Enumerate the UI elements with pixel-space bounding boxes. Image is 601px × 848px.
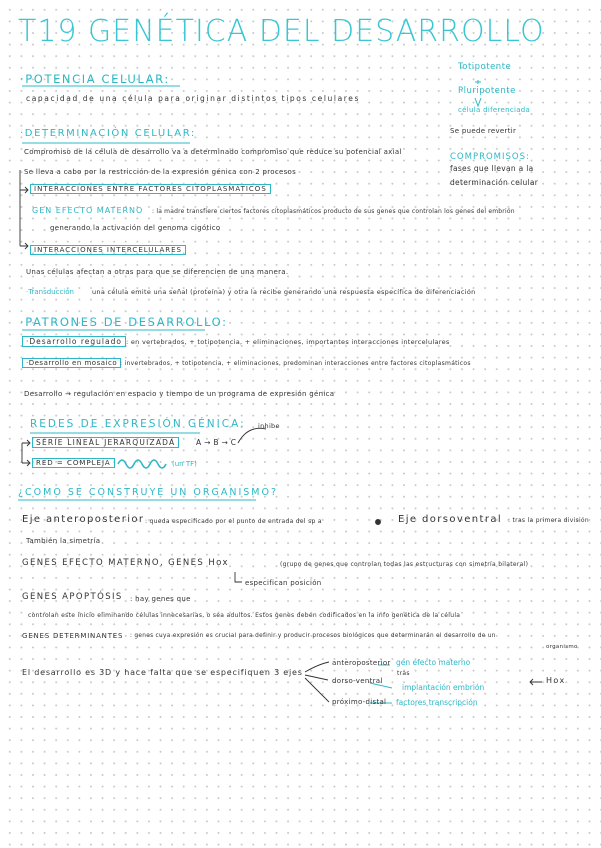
genes-determinantes-label: GENES DETERMINANTES — [22, 632, 124, 640]
compromisos-heading: COMPROMISOS: — [450, 152, 530, 162]
revertir-label: Se puede revertir — [450, 127, 517, 135]
branch-2 — [305, 675, 328, 680]
determinacion-line2: Se lleva a cabo por la restricción de la expresión génica con 2 procesos — [24, 168, 297, 176]
inhibe-label: inhibe — [258, 422, 280, 430]
interacciones-citoplasmaticas-box: INTERACCIONES ENTRE FACTORES CITOPLASMÁTICOS — [30, 184, 271, 194]
patrones-heading: ·PATRONES DE DESARROLLO: — [20, 315, 228, 329]
serie-lineal-box: SERIE LINEAL JERARQUIZADA — [32, 437, 179, 448]
dot-mark — [376, 520, 381, 525]
determinacion-heading: ·DETERMINACIÓN CELULAR: — [20, 128, 196, 139]
down-arrow-1 — [475, 98, 481, 106]
hox-label: Hox — [546, 676, 566, 685]
inhibe-curve — [238, 428, 266, 443]
organismo-heading: ¿COMO SE CONSTRUYE UN ORGANISMO? — [18, 487, 279, 498]
resultado-3: factores transcripción — [396, 698, 478, 707]
transduccion-label: ·Transducción — [26, 288, 74, 296]
eje-dorsoventral-label: Eje dorsoventral — [398, 514, 503, 525]
eje-label-3: próximo-distal — [332, 698, 387, 706]
eje-anteroposterior-text: : queda especificado por el punto de entrada del sp a — [145, 518, 322, 525]
totipotente-label: Totipotente — [458, 62, 512, 72]
desarrollo-3d-line: El desarrollo es 3D y hace falta que se especifiquen 3 ejes — [22, 668, 303, 677]
resultado-1: gen efecto materno — [396, 658, 471, 667]
resultado-2: implantación embrión — [402, 683, 485, 692]
tras-label: tras — [397, 670, 410, 677]
genes-apoptosis-text: : hay genes que — [130, 595, 191, 603]
genes-hox-text: (grupo de genes que controlan todas las estructuras con simetría bilateral) — [280, 561, 529, 568]
genes-apoptosis-label: GENES APOPTÓSIS — [22, 592, 123, 602]
celula-diferenciada-label: célula diferenciada — [458, 106, 531, 114]
redes-arrow-2 — [22, 460, 30, 466]
genes-determinantes-text2: organismo — [546, 644, 578, 650]
branch-1 — [305, 662, 329, 672]
gen-efecto-text2: generando la activación del genoma cigótico — [50, 224, 221, 232]
potencia-text: capacidad de una célula para originar distintos tipos celulares — [26, 94, 361, 103]
tambien-simetria: También la simetría — [26, 537, 101, 545]
desarrollo-mosaico-box: ·Desarrollo en mosaico — [22, 358, 121, 368]
eje-label-2: dorso-ventral — [332, 677, 383, 685]
bracket-arrow-2 — [20, 243, 28, 249]
especificacion-arrow — [235, 572, 242, 582]
potencia-heading: ·POTENCIA CELULAR: — [20, 72, 170, 86]
compromisos-line1: fases que llevan a la — [450, 164, 534, 173]
especificacion-label: especifican posición — [245, 579, 322, 587]
genes-apoptosis-text2: controlan este inicio eliminando células innecesarias, o sea adultos. Estos genes deben codificados en la info genética de la célula — [28, 612, 461, 619]
gen-efecto-text: : la madre transfiere ciertos factores citoplasmáticos producto de sus genes que controlan los genes del embrión — [152, 208, 515, 215]
redes-arrow-1 — [22, 440, 30, 446]
genes-efecto-materno-hox: GENES EFECTO MATERNO, GENES Hox — [22, 558, 229, 568]
eje-label-1: anteroposterior — [332, 659, 391, 667]
desarrollo-regulacion-line: Desarrollo → regulación en espacio y tiempo de un programa de expresión génica — [24, 390, 335, 398]
hox-arrow — [530, 679, 542, 685]
serie-diagram: A → B → C — [196, 438, 237, 447]
transduccion-text: una célula emite una señal (proteína) y otra la recibe generando una respuesta específica de diferenciación — [92, 288, 476, 296]
interacciones-intercelulares-box: INTERACCIONES INTERCELULARES — [30, 245, 186, 255]
branch-3 — [305, 678, 329, 702]
genes-determinantes-text: : genes cuya expresión es crucial para definir y producir procesos biológicos que determinarán el desarrollo de un — [130, 633, 496, 639]
desarrollo-regulado-text: : en vertebrados, + totipotencia, + eliminaciones, importantes interacciones intercelulares — [126, 338, 450, 346]
red-note: (un TF) — [172, 460, 197, 468]
squiggle — [118, 460, 166, 468]
desarrollo-mosaico-text: : invertebrados, + totipotencia, + eliminaciones, predominan interacciones entre factores citoplasmáticos — [120, 360, 471, 367]
interacciones-line: Unas células afectan a otras para que se diferencien de una manera. — [26, 268, 289, 276]
gen-efecto-materno-label: GEN EFECTO MATERNO — [32, 206, 144, 215]
determinacion-line1: Compromiso de la célula de desarrollo va a determinado compromiso que reduce su potencial axial — [24, 148, 402, 156]
bracket-arrow-1 — [20, 187, 28, 193]
pluripotente-label: Pluripotente — [458, 86, 516, 96]
page-title: T19 GENÉTICA DEL DESARROLLO — [18, 14, 545, 49]
compromisos-line2: determinación celular — [450, 178, 539, 187]
red-compleja-box: RED = COMPLEJA — [32, 458, 115, 468]
redes-heading: REDES DE EXPRESIÓN GÉNICA: — [30, 418, 246, 430]
plus-mark — [475, 80, 481, 84]
eje-dorsoventral-text: : tras la primera división — [508, 517, 589, 524]
desarrollo-regulado-box: ·Desarrollo regulado — [22, 336, 126, 347]
eje-anteroposterior-label: Eje anteroposterior — [22, 514, 145, 525]
